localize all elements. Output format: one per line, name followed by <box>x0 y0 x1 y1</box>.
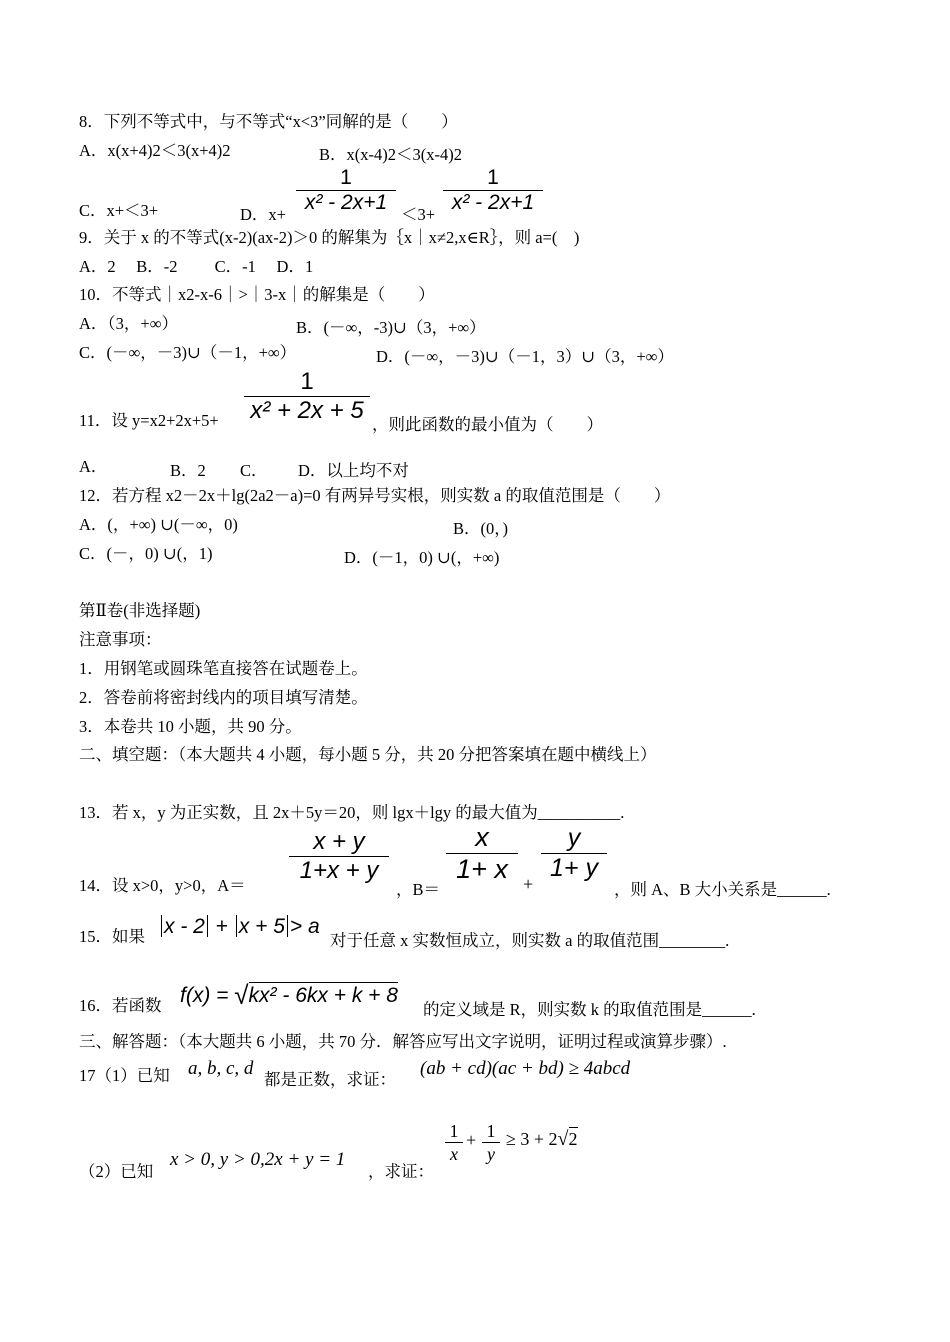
q14-fraction-b2-den: 1+ y <box>550 854 598 882</box>
notes-title: 注意事项： <box>79 630 162 649</box>
q16-post: 的定义域是 R，则实数 k 的取值范围是______. <box>423 1000 756 1019</box>
q13-text: 13．若 x，y 为正实数，且 2x＋5y＝20，则 lgx＋lgy 的最大值为__________. <box>79 803 625 822</box>
q17-part2-fraction-2-num: 1 <box>486 1121 496 1141</box>
q9-options: A．2 B．-2 C．-1 D．1 <box>79 257 314 276</box>
q17-part2-plus: + <box>466 1130 477 1150</box>
q14-fraction-a-num: x + y <box>313 828 365 855</box>
q17-part2-rhs <box>506 1128 578 1151</box>
q16-function <box>180 982 398 1009</box>
q15-rhs: > a <box>289 915 320 938</box>
q8-fraction-2-den: x² - 2x+1 <box>451 191 535 214</box>
q17-part2-pre: （2）已知 <box>79 1162 154 1181</box>
q16-fx: f(x) = <box>180 984 229 1007</box>
sqrt-icon: √ <box>234 980 249 1010</box>
q8-option-b: B．x(x-4)2＜3(x-4)2 <box>319 145 462 164</box>
q12-stem: 12．若方程 x2－2x＋lg(2a2－a)=0 有两异号实根，则实数 a 的取值范围是（ ） <box>79 486 671 505</box>
q14-plus: + <box>523 874 534 894</box>
q8-fraction-2 <box>443 166 543 215</box>
q11-fraction <box>244 368 370 425</box>
q10-option-c: C．(－∞，－3)∪（－1，+∞） <box>79 343 297 362</box>
q15-abs-2: x + 5 <box>238 915 285 938</box>
q8-fraction-2-num: 1 <box>487 166 499 189</box>
q14-fraction-b1-den: 1+ x <box>456 854 508 884</box>
q8-fraction-1-den: x² - 2x+1 <box>304 191 388 214</box>
q11-stem: 11．设 y=x2+2x+5+ <box>79 411 219 430</box>
sqrt-icon: √ <box>557 1128 569 1150</box>
q8-stem: 8．下列不等式中，与不等式“x<3”同解的是（ ） <box>79 112 458 131</box>
q10-stem: 10．不等式｜x2-x-6｜>｜3-x｜的解集是（ ） <box>79 285 435 304</box>
q10-option-a: A．（3，+∞） <box>79 314 178 333</box>
q15-expression <box>159 914 320 940</box>
q17-part1-inequality: (ab + cd)(ac + bd) ≥ 4abcd <box>420 1058 631 1079</box>
q8-fraction-1 <box>296 166 396 215</box>
note-1: 1．用钢笔或圆珠笔直接答在试题卷上。 <box>79 659 368 678</box>
q15-plus: + <box>215 915 228 938</box>
q15-pre: 15．如果 <box>79 927 145 946</box>
q11-option-b: B．2 <box>170 461 206 480</box>
q17-part2-condition: x > 0, y > 0,2x + y = 1 <box>170 1149 346 1170</box>
q17-part2-fraction-1-num: 1 <box>449 1121 459 1141</box>
q17-part2-fraction-2 <box>482 1120 500 1165</box>
note-3: 3．本卷共 10 小题，共 90 分。 <box>79 717 302 736</box>
q17-part2-mid: ，求证： <box>368 1162 434 1181</box>
q12-option-c: C．(－，0) ∪(，1) <box>79 544 213 563</box>
q11-option-d: D．以上均不对 <box>298 461 409 480</box>
q17-part1-mid: 都是正数，求证： <box>264 1070 396 1089</box>
q17-part1-pre: 17（1）已知 <box>79 1066 170 1085</box>
q17-part2-fraction-2-den: y <box>487 1144 495 1164</box>
q12-option-d: D．(－1，0) ∪(，+∞) <box>344 548 500 567</box>
q12-option-a: A．(，+∞) ∪(－∞，0) <box>79 515 238 534</box>
q17-part1-vars: a, b, c, d <box>188 1058 254 1079</box>
section-3-heading: 三、解答题：（本大题共 6 小题，共 70 分．解答应写出文字说明，证明过程或演算步骤）. <box>79 1032 727 1051</box>
q16-pre: 16．若函数 <box>79 996 162 1015</box>
section-2-heading: 二、填空题：（本大题共 4 小题，每小题 5 分，共 20 分把答案填在题中横线上） <box>79 745 657 764</box>
q14-pre: 14．设 x>0，y>0，A＝ <box>79 876 246 895</box>
q14-fraction-b1 <box>446 822 518 885</box>
q14-post: ，则 A、B 大小关系是______. <box>614 880 831 899</box>
q17-part2-rhs-text: ≥ 3 + 2 <box>506 1129 558 1149</box>
q14-fraction-b2 <box>541 824 607 883</box>
q8-option-d-start: D．x+ <box>240 205 286 224</box>
q15-abs-1: x - 2 <box>164 915 205 938</box>
q14-fraction-a <box>289 828 389 885</box>
q14-fraction-a-den: 1+x + y <box>299 857 379 884</box>
q8-fraction-1-num: 1 <box>340 166 352 189</box>
q9-stem: 9．关于 x 的不等式(x-2)(ax-2)＞0 的解集为｛x｜x≠2,x∈R｝，则 a=( ) <box>79 228 580 247</box>
q17-part2-fraction-1 <box>445 1120 463 1165</box>
q16-radicand: kx² - 6kx + k + 8 <box>248 984 398 1007</box>
q14-mid: ，B＝ <box>396 880 441 899</box>
note-2: 2．答卷前将密封线内的项目填写清楚。 <box>79 688 368 707</box>
q17-part2-fraction-1-den: x <box>450 1144 458 1164</box>
q10-option-d: D．(－∞，－3)∪（－1，3）∪（3，+∞） <box>376 347 674 366</box>
q17-part2-sqrt-value: 2 <box>568 1129 578 1149</box>
q8-option-d-middle: ＜3+ <box>401 205 436 224</box>
q8-option-c: C．x+＜3+ <box>79 201 159 220</box>
q11-option-a: A． <box>79 457 108 476</box>
q11-option-c: C． <box>240 461 268 480</box>
q11-fraction-den: x² + 2x + 5 <box>250 397 364 424</box>
q11-tail: ，则此函数的最小值为（ ） <box>372 415 603 434</box>
part2-title: 第Ⅱ卷(非选择题) <box>79 601 201 620</box>
q8-option-a: A．x(x+4)2＜3(x+4)2 <box>79 141 231 160</box>
q14-fraction-b2-num: y <box>567 824 581 852</box>
q14-fraction-b1-num: x <box>475 822 489 852</box>
q11-fraction-num: 1 <box>300 368 314 395</box>
q10-option-b: B．(－∞，-3)∪（3，+∞） <box>296 318 486 337</box>
q15-post: 对于任意 x 实数恒成立，则实数 a 的取值范围________. <box>330 931 730 950</box>
q12-option-b: B．(0，) <box>453 519 508 538</box>
